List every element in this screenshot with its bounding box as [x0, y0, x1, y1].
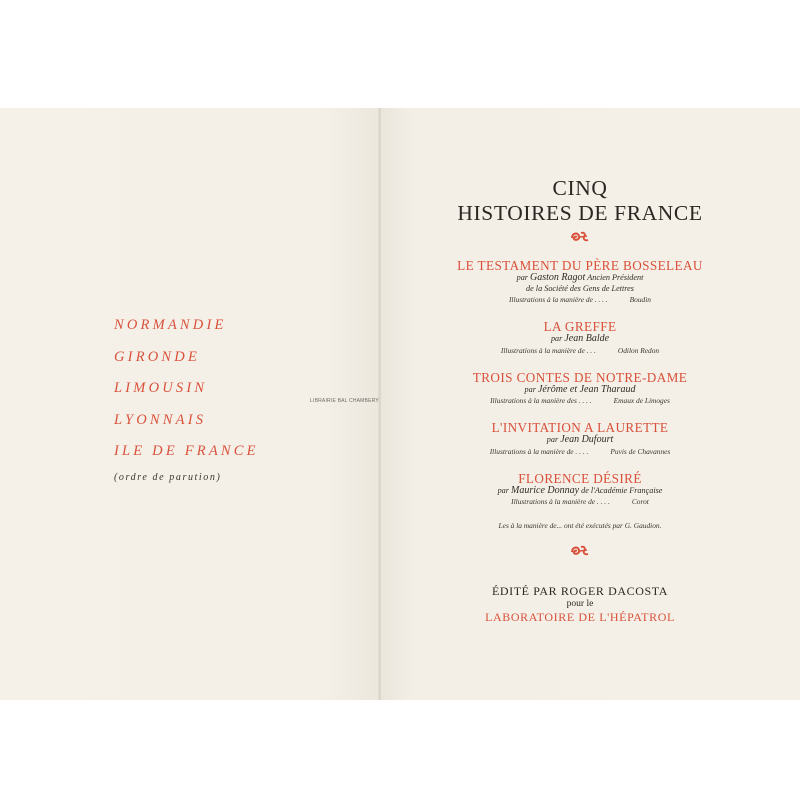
story-author: par Jean Balde: [550, 333, 610, 344]
main-title-line1: CINQ: [552, 176, 608, 200]
book-spread: [0, 108, 800, 700]
region-item: LYONNAIS: [114, 411, 207, 428]
region-item: NORMANDIE: [114, 317, 227, 333]
publisher-pour: pour le: [566, 599, 594, 609]
story-illustrations: Illustrations à la manière de . . . . Corot: [511, 497, 649, 506]
region-item: ILE DE FRANCE: [114, 443, 259, 459]
story-1: [410, 258, 750, 305]
title-page-content: [410, 176, 750, 625]
story-title: FLORENCE DÉSIRÉ: [518, 470, 642, 486]
publisher-line: ÉDITÉ PAR ROGER DACOSTA: [491, 584, 669, 598]
region-item: LIMOUSIN: [114, 380, 208, 396]
region-item: GIRONDE: [114, 348, 201, 365]
laboratory-line: LABORATOIRE DE L'HÉPATROL: [485, 610, 675, 624]
story-title: LA GREFFE: [543, 319, 617, 334]
story-author: par Jean Dufourt: [546, 434, 614, 445]
story-title: TROIS CONTES DE NOTRE-DAME: [472, 369, 688, 385]
story-illustrations: Illustrations à la manière de . . . . Puvis de Chavannes: [489, 446, 671, 456]
story-illustrations: Illustrations à la manière de . . . . Boudin: [508, 295, 652, 304]
story-illustrations: Illustrations à la manière des . . . . Emaux de Limoges: [490, 396, 670, 405]
flourish-ornament-icon: [569, 230, 591, 244]
story-3: [410, 370, 750, 407]
region-list: [114, 318, 334, 483]
story-illustrations: Illustrations à la manière de . . . Odilon Redon: [500, 345, 660, 355]
main-title-line2: HISTOIRES DE FRANCE: [457, 201, 703, 225]
story-title: L'INVITATION A LAURETTE: [491, 420, 669, 435]
story-2: [410, 319, 750, 356]
story-author-note: de la Société des Gens de Lettres: [526, 283, 634, 293]
left-page: [0, 108, 380, 700]
flourish-ornament-icon: [569, 544, 591, 558]
story-author: par Maurice Donnay de l'Académie Française: [497, 484, 663, 496]
publication-order-note: (ordre de parution): [114, 471, 222, 483]
story-4: [410, 420, 750, 457]
illustrator-footnote: Les à la manière de... ont été exécutés par G. Gaudion.: [498, 521, 662, 530]
story-author: par Gaston Ragot Ancien Président: [516, 272, 644, 283]
story-author: par Jérôme et Jean Tharaud: [524, 383, 636, 395]
bookseller-stamp: LIBRAIRIE BAL CHAMBERY: [310, 398, 379, 404]
story-title: LE TESTAMENT DU PÈRE BOSSELEAU: [457, 258, 703, 273]
story-5: [410, 471, 750, 508]
